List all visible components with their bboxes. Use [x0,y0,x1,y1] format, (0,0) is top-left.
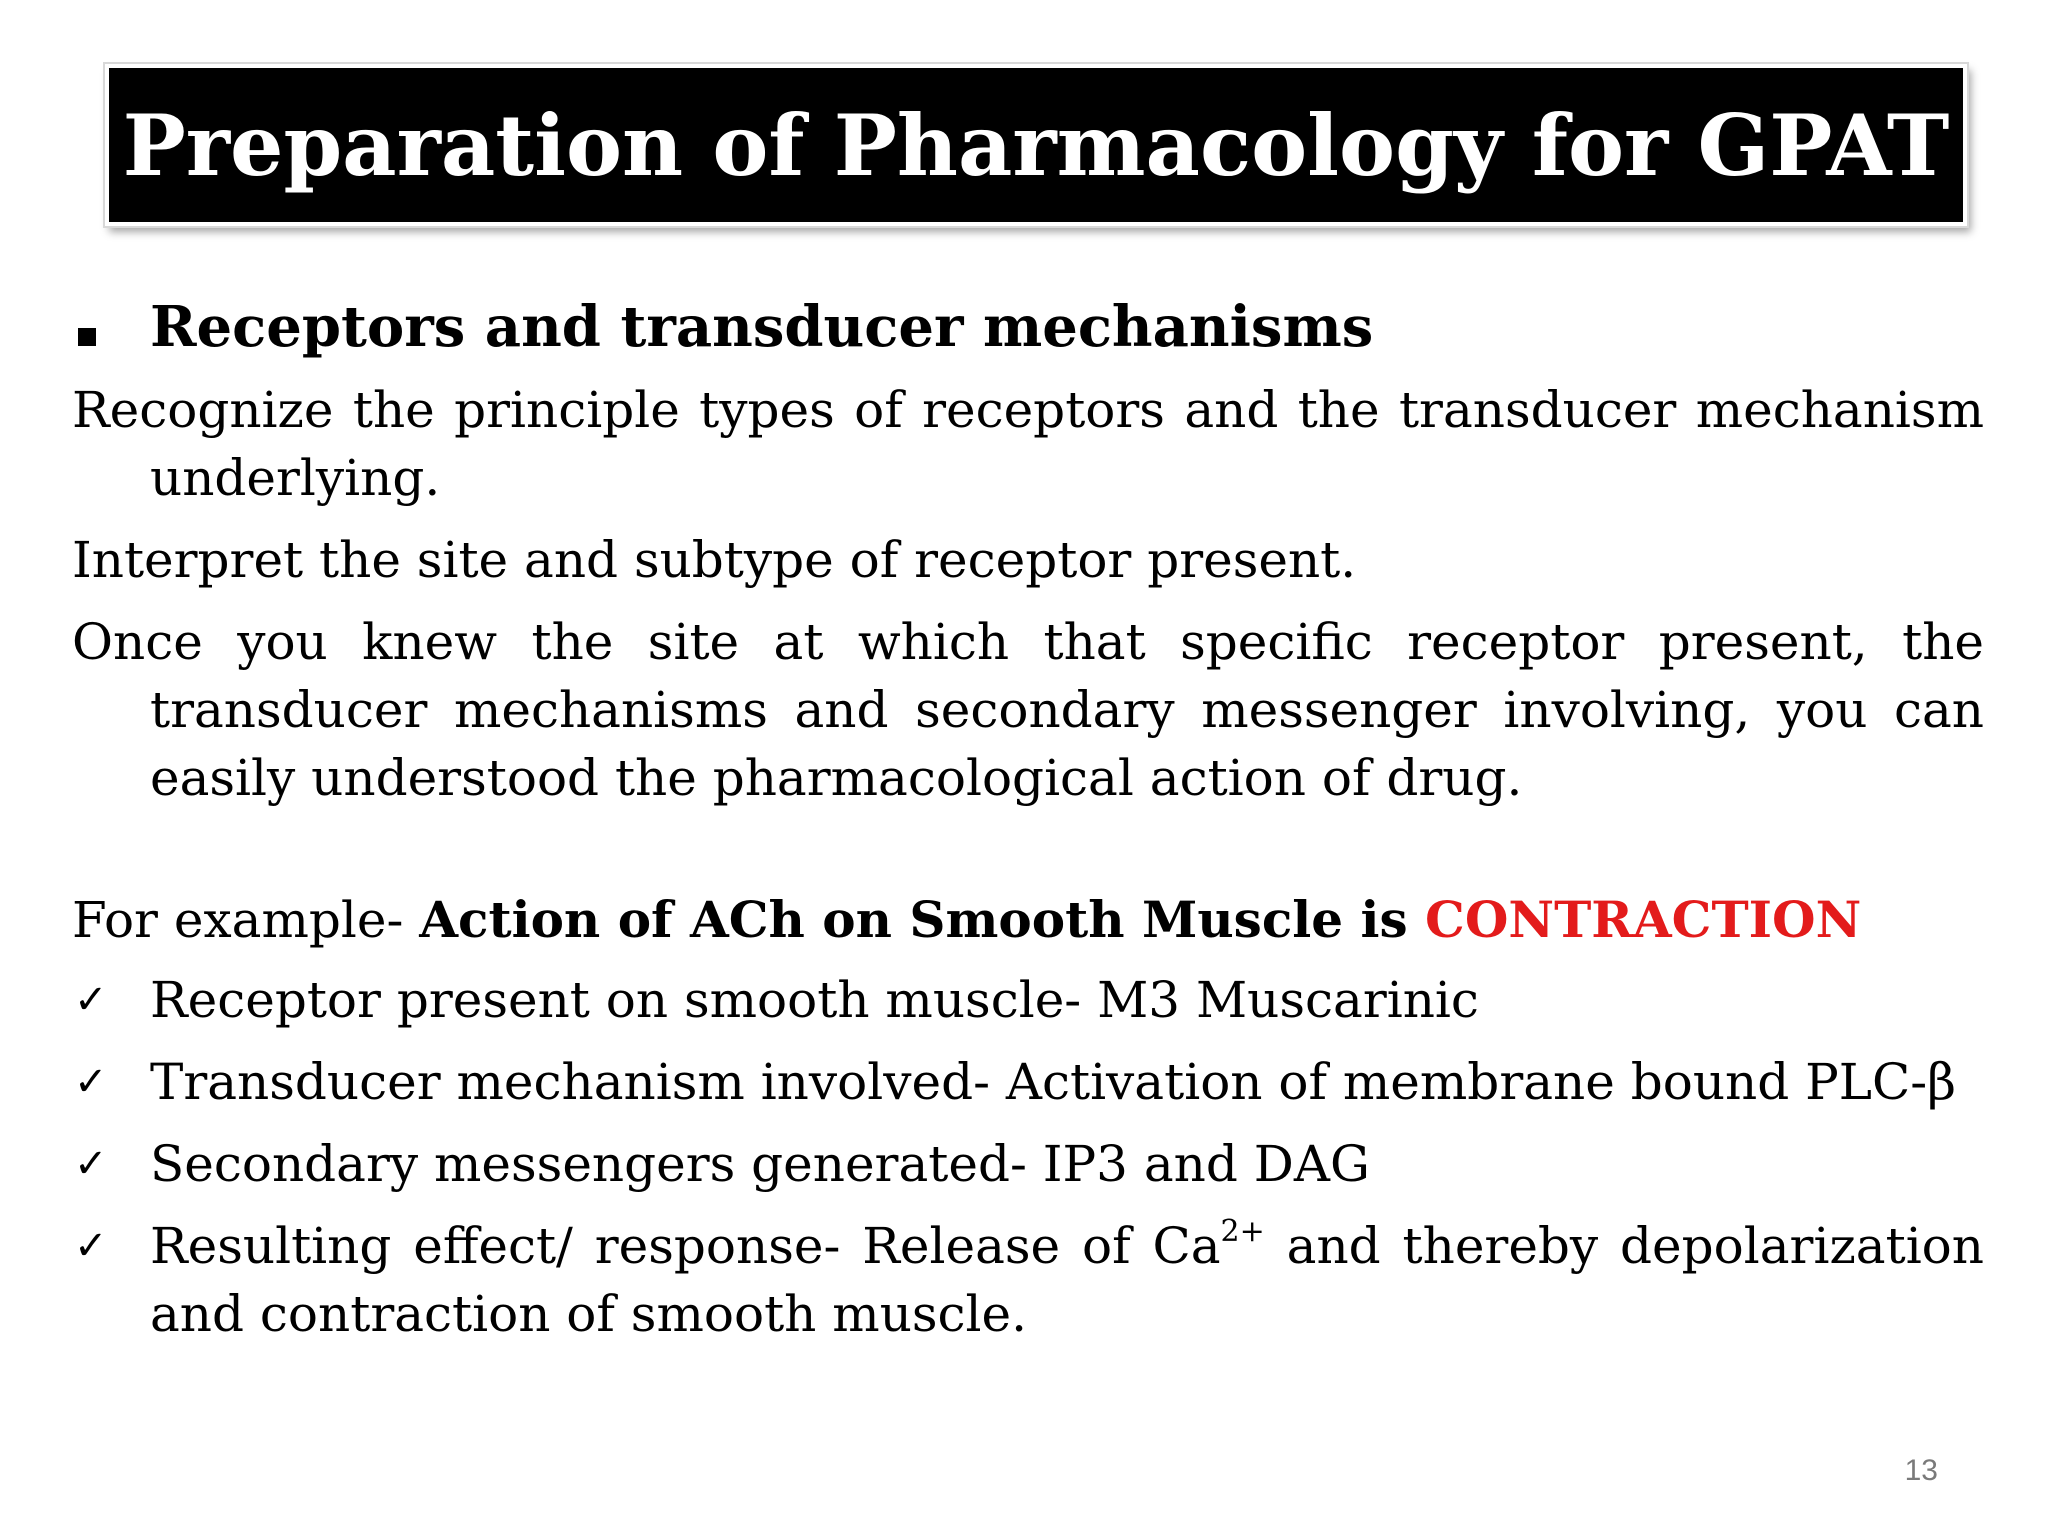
paragraph-once: Once you knew the site at which that specific receptor present, the transducer mechanisms and secondary messenger involving, you can easily understood the pharmacological action of drug. [72,613,1984,807]
calcium-charge: 2+ [1220,1214,1265,1249]
check-icon: ✓ [74,977,108,1023]
check-item-messengers [72,1130,1984,1198]
heading-text: Receptors and transducer mechanisms [150,294,1374,360]
check-item-receptor [72,966,1984,1034]
check-item-text: Receptor present on smooth muscle- M3 Muscarinic [150,971,1479,1029]
check-item-effect [72,1212,1984,1348]
title-banner [105,64,1967,226]
example-line [72,886,1984,954]
check-icon: ✓ [74,1141,108,1187]
slide-title: Preparation of Pharmacology for GPAT [122,95,1950,195]
paragraph-interpret: Interpret the site and subtype of receptor present. [72,531,1357,589]
page-number: 13 [1904,1454,1938,1487]
example-prefix: For example- [72,891,420,949]
check-item-text: Secondary messengers generated- IP3 and DAG [150,1135,1370,1193]
check-item-text-a: Resulting effect/ response- Release of Ca [150,1217,1221,1275]
slide-content [72,290,1984,1362]
paragraph-recognize: Recognize the principle types of receptors and the transducer mechanism underlying. [72,381,1984,507]
section-heading [72,290,1984,376]
check-icon: ✓ [74,1059,108,1105]
check-icon: ✓ [74,1223,108,1269]
square-bullet-icon [78,328,96,346]
check-item-text-b: and thereby depolarization and contraction of smooth muscle. [150,1217,1984,1343]
example-highlight: CONTRACTION [1425,890,1862,949]
check-item-transducer [72,1048,1984,1116]
check-item-text: Transducer mechanism involved- Activation of membrane bound PLC-β [150,1053,1957,1111]
example-bold: Action of ACh on Smooth Muscle is [419,890,1426,949]
